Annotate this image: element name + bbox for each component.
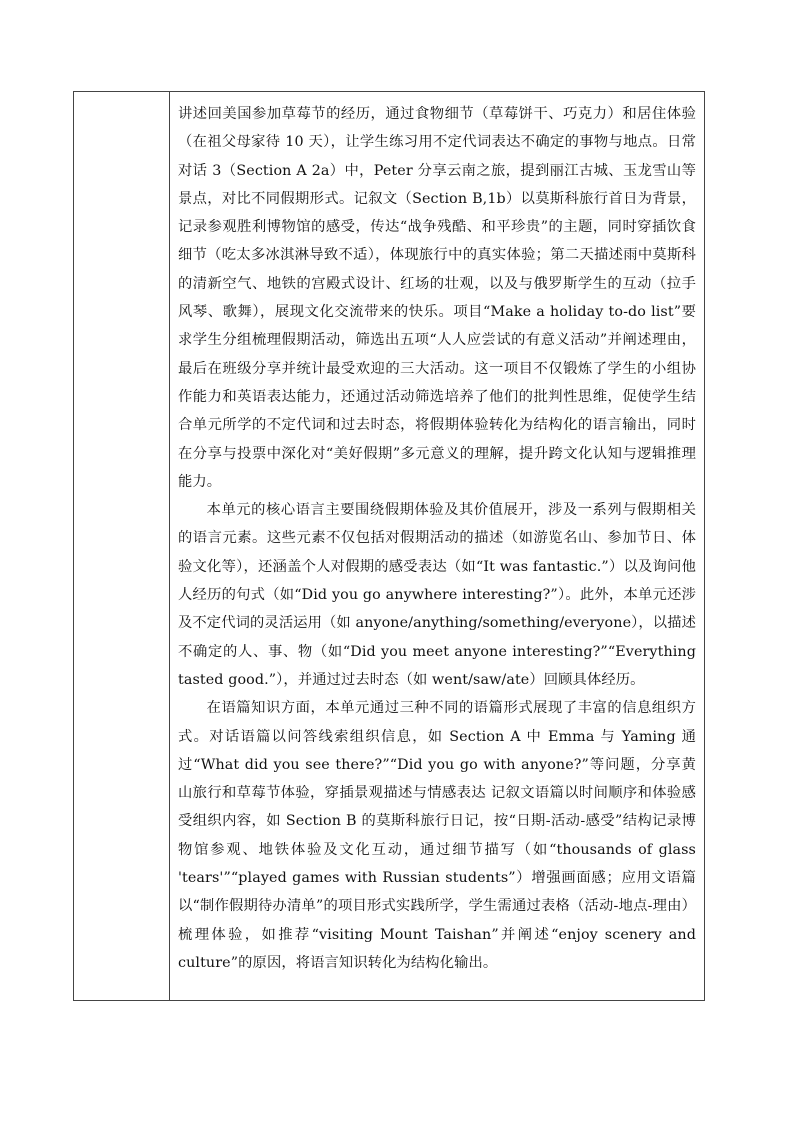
table-label-cell	[74, 92, 170, 1000]
table-content-cell	[170, 92, 704, 1000]
content-table	[73, 91, 705, 1001]
paragraph-2: 本单元的核心语言主要围绕假期体验及其价值展开，涉及一系列与假期相关的语言元素。这些元素不仅包括对假期活动的描述（如游览名山、参加节日、体验文化等），还涵盖个人对假期的感受表达（如“It was fantastic.”）以及询问他人经历的句式（如“Did you go anywhere interesting?”）。此外，本单元还涉及不定代词的灵活运用（如 anyone/anything/something/everyone），以描述不确定的人、事、物（如“Did you meet anyone interesting?”“Everything tasted good.”），并通过过去时态（如 went/saw/ate）回顾具体经历。	[178, 502, 696, 688]
paragraph-1: 讲述回美国参加草莓节的经历，通过食物细节（草莓饼干、巧克力）和居住体验（在祖父母家待 10 天），让学生练习用不定代词表达不确定的事物与地点。日常对话 3（Section A 2a）中，Peter 分享云南之旅，提到丽江古城、玉龙雪山等景点，对比不同假期形式。记叙文（Section B,1b）以莫斯科旅行首日为背景，记录参观胜利博物馆的感受，传达“战争残酷、和平珍贵”的主题，同时穿插饮食细节（吃太多冰淇淋导致不适），体现旅行中的真实体验；第二天描述雨中莫斯科的清新空气、地铁的宫殿式设计、红场的壮观，以及与俄罗斯学生的互动（拉手风琴、歌舞），展现文化交流带来的快乐。项目“Make a holiday to-do list”要求学生分组梳理假期活动，筛选出五项“人人应尝试的有意义活动”并阐述理由，最后在班级分享并统计最受欢迎的三大活动。这一项目不仅锻炼了学生的小组协作能力和英语表达能力，还通过活动筛选培养了他们的批判性思维，促使学生结合单元所学的不定代词和过去时态，将假期体验转化为结构化的语言输出，同时在分享与投票中深化对“美好假期”多元意义的理解，提升跨文化认知与逻辑推理能力。	[178, 106, 696, 490]
paragraph-3: 在语篇知识方面，本单元通过三种不同的语篇形式展现了丰富的信息组织方式。对话语篇以问答线索组织信息，如 Section A 中 Emma 与 Yaming 通过“What did you see there?”“Did you go with anyone?”等问题，分享黄山旅行和草莓节体验，穿插景观描述与情感表达 记叙文语篇以时间顺序和体验感受组织内容，如 Section B 的莫斯科旅行日记，按“日期-活动-感受”结构记录博物馆参观、地铁体验及文化互动，通过细节描写（如“thousands of glass 'tears'”“played games with Russian students”）增强画面感；应用文语篇以“制作假期待办清单”的项目形式实践所学，学生需通过表格（活动-地点-理由）梳理体验，如推荐“visiting Mount Taishan”并阐述“enjoy scenery and culture”的原因，将语言知识转化为结构化输出。	[178, 700, 696, 971]
